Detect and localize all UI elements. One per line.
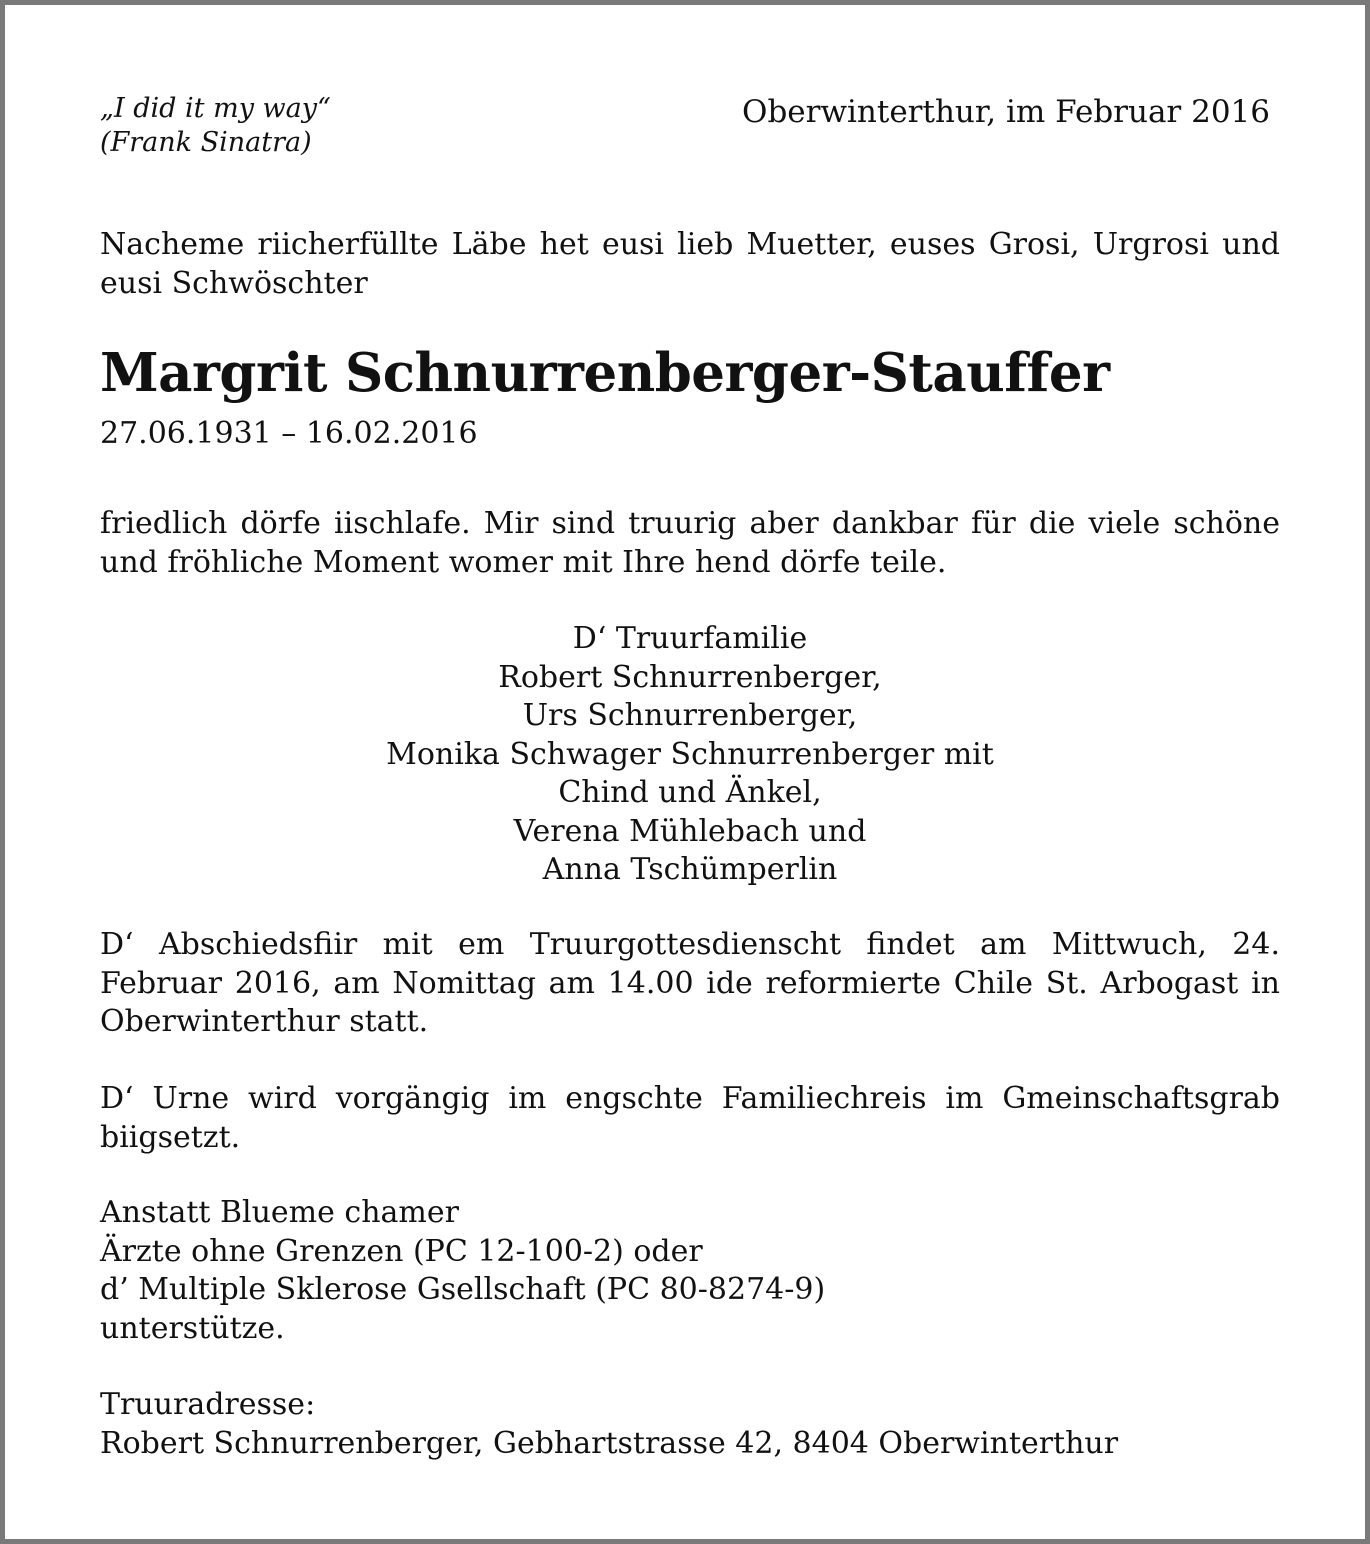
family-line: Anna Tschümperlin xyxy=(542,852,838,887)
family-list xyxy=(100,620,1280,890)
donation-block xyxy=(100,1194,1280,1348)
urn-paragraph: D‘ Urne wird vorgängig im engschte Familiechreis im Gmeinschaftsgrab biigsetzt. xyxy=(100,1081,1280,1155)
family-line: Chind und Änkel, xyxy=(558,775,822,810)
donation-line: Anstatt Blueme chamer xyxy=(100,1195,459,1230)
family-line: Robert Schnurrenberger, xyxy=(498,659,882,695)
deceased-name: Margrit Schnurrenberger-Stauffer xyxy=(100,342,1110,404)
address-label: Truuradresse: xyxy=(100,1387,316,1422)
epigraph-quote xyxy=(100,92,331,160)
life-dates: 27.06.1931 – 16.02.2016 xyxy=(100,416,478,451)
donation-line: Ärzte ohne Grenzen (PC 12-100-2) oder xyxy=(100,1233,703,1269)
family-line: D‘ Truurfamilie xyxy=(572,621,808,656)
passing-paragraph: friedlich dörfe iischlafe. Mir sind truurig aber dankbar für die viele schöne und fröhliche Moment womer mit Ihre hend dörfe teile. xyxy=(100,506,1280,580)
place-date: Oberwinterthur, im Februar 2016 xyxy=(742,94,1270,130)
quote-text: „I did it my way“ xyxy=(100,93,331,124)
intro-paragraph: Nacheme riicherfüllte Läbe het eusi lieb Muetter, euses Grosi, Urgrosi und eusi Schwöschter xyxy=(100,227,1280,301)
family-line: Monika Schwager Schnurrenberger mit xyxy=(386,736,994,772)
family-line: Urs Schnurrenberger, xyxy=(522,698,858,733)
address-block xyxy=(100,1386,1280,1463)
donation-line: unterstütze. xyxy=(100,1310,285,1346)
donation-line: d’ Multiple Sklerose Gsellschaft (PC 80-8274-9) xyxy=(100,1272,826,1307)
service-paragraph: D‘ Abschiedsfiir mit em Truurgottesdienscht findet am Mittwuch, 24. Februar 2016, am Nomittag am 14.00 ide reformierte Chile St. Arbogast in Oberwinterthur statt. xyxy=(100,927,1280,1039)
address-value: Robert Schnurrenberger, Gebhartstrasse 42, 8404 Oberwinterthur xyxy=(100,1425,1119,1461)
family-line: Verena Mühlebach und xyxy=(513,813,867,849)
quote-author: (Frank Sinatra) xyxy=(100,127,312,158)
